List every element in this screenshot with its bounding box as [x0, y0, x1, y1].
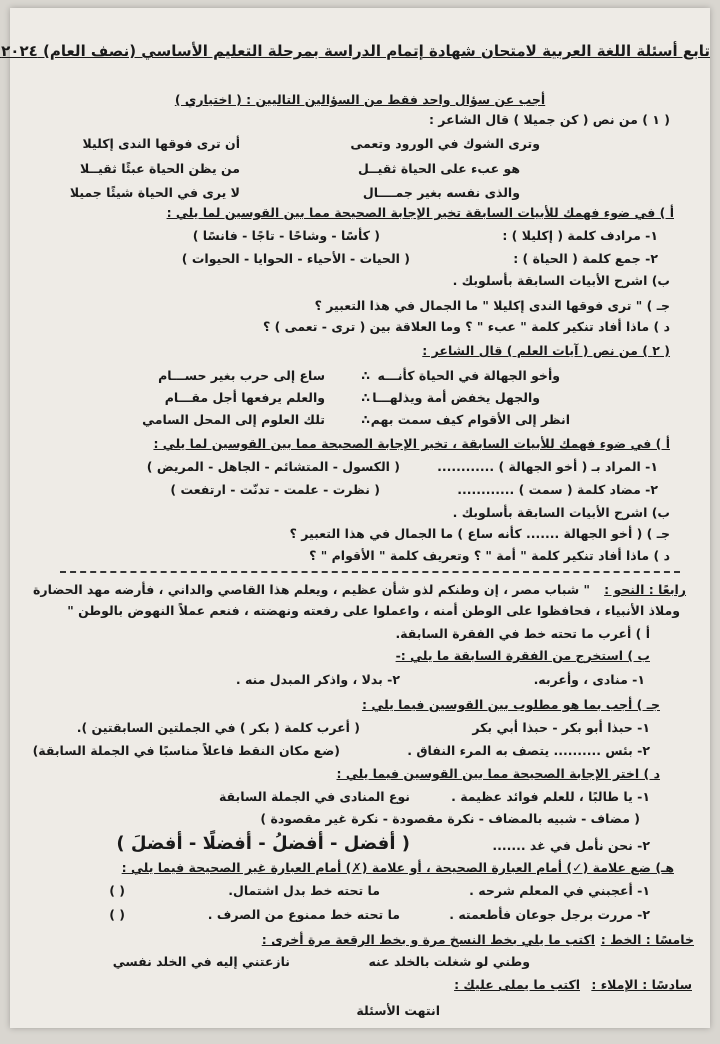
q1-a1-options: ( كأسًا - وشاحًا - تاجًا - فانسًا ): [192, 228, 380, 243]
q4-d2-question: ٢- نحن نأمل في غد .......: [492, 838, 650, 853]
q4-b1: ١- منادى ، وأعربه.: [533, 672, 645, 687]
q1-verse-2a: هو عبء على الحياة ثقيــل: [357, 161, 520, 176]
q4-e2-question: ٢- مررت برجل جوعان فأطعمته .: [449, 907, 650, 922]
q1-part-a-heading: أ ) في ضوء فهمك للأبيات السابقة تخير الإجابة الصحيحة مما بين القوسين لما يلي :: [166, 205, 674, 220]
q2-verse-3a: انظر إلى الأقوام كيف سمت بهم: [370, 412, 570, 427]
instruction: أجب عن سؤال واحد فقط من السؤالين التاليين : ( اختياري ): [174, 92, 546, 107]
q5-verse-b: نازعتني إليه في الخلد نفسي: [112, 954, 290, 969]
q2-part-a-heading: أ ) في ضوء فهمك للأبيات السابقة ، تخير الإجابة الصحيحة مما بين القوسين لما يلي :: [153, 436, 670, 451]
q1-part-c: جـ ) " ترى فوقها الندى إكليلا " ما الجمال في هذا التعبير ؟: [314, 298, 670, 313]
q2-part-d: د ) ماذا أفاد تنكير كلمة " أمة " ؟ وتعريف كلمة " الأقوام " ؟: [309, 548, 670, 563]
q5-verse-a: وطني لو شغلت بالخلد عنه: [368, 954, 530, 969]
exam-footer: انتهت الأسئلة: [356, 1003, 440, 1018]
q4-c1-task: ( أعرب كلمة ( بكر ) في الجملتين السابقتين ).: [76, 720, 360, 735]
q4-part-c-heading: جـ ) أجب بما هو مطلوب بين القوسين فيما يلي :: [361, 697, 660, 712]
q4-e2-statement: ما تحته خط ممنوع من الصرف .: [207, 907, 400, 922]
q2-verse-2b: والعلم يرفعها أجل مقـــام: [164, 390, 325, 405]
q4-e1-answer-box[interactable]: ( ): [109, 883, 125, 898]
q4-part-a: أ ) أعرب ما تحته خط في الفقرة السابقة.: [395, 626, 650, 641]
q4-d1-options: ( مضاف - شبيه بالمضاف - نكرة مقصودة - نكرة غير مقصودة ): [260, 811, 640, 826]
q2-a2-question: ٢- مضاد كلمة ( سمت ) ............: [457, 482, 658, 497]
q4-e2-answer-box[interactable]: ( ): [109, 907, 125, 922]
exam-title: تابع أسئلة اللغة العربية لامتحان شهادة إتمام الدراسة بمرحلة التعليم الأساسي (نصف العام) ٢٠٢٤: [1, 42, 710, 60]
q1-part-b: ب) اشرح الأبيات السابقة بأسلوبك .: [452, 273, 670, 288]
q2-a2-options: ( نظرت - علمت - تدنّت - ارتفعت ): [170, 482, 380, 497]
q2-part-b: ب) اشرح الأبيات السابقة بأسلوبك .: [452, 505, 670, 520]
q4-c1-question: ١- حبذا أبو بكر - حبذا أبي بكر: [472, 720, 650, 735]
q2-verse-1b: ساع إلى حرب بغير حســـام: [158, 368, 325, 383]
q5-instruction: اكتب ما يلي بخط النسخ مرة و بخط الرقعة مرة أخرى :: [261, 932, 595, 947]
q1-verse-1b: أن ترى فوقها الندى إكليلا: [82, 136, 240, 151]
section-divider: [60, 571, 680, 573]
q2-a1-options: ( الكسول - المتشائم - الجاهل - المريض ): [146, 459, 400, 474]
q5-heading: خامسًا : الخط :: [600, 932, 694, 947]
q4-d2-options: ( أفضل - أفضلُ - أفضلًا - أفضلَ ): [116, 833, 410, 854]
q4-d1-task: نوع المنادى في الجملة السابقة: [218, 789, 410, 804]
q4-e1-question: ١- أعجبني في المعلم شرحه .: [469, 883, 650, 898]
q4-b2: ٢- بدلا ، واذكر المبدل منه .: [235, 672, 400, 687]
q1-heading: ( ١ ) من نص ( كن جميلا ) قال الشاعر :: [428, 112, 670, 127]
q2-heading: ( ٢ ) من نص ( آيات العلم ) قال الشاعر :: [422, 343, 670, 358]
q4-e1-statement: ما تحته خط بدل اشتمال.: [228, 883, 380, 898]
q1-verse-3a: والذى نفسه بغير جمــــال: [362, 185, 520, 200]
q4-c2-task: (ضع مكان النقط فاعلاً مناسبًا في الجملة السابقة): [32, 743, 340, 758]
q2-verse-1-sep: ∴: [361, 368, 370, 383]
q2-verse-1a: وأخو الجهالة في الحياة كأنـــه: [377, 368, 560, 383]
q4-part-d-heading: د ) اختر الإجابة الصحيحة مما بين القوسين فيما يلي :: [336, 766, 660, 781]
q4-part-b-heading: ب ) استخرج من الفقرة السابقة ما يلي :-: [395, 648, 650, 663]
q6-instruction: اكتب ما يملى عليك :: [454, 977, 580, 992]
q1-verse-2b: من يظن الحياة عبئًا ثقيــلا: [80, 161, 240, 176]
q2-a1-question: ١- المراد بـ ( أخو الجهالة ) ............: [437, 459, 658, 474]
q2-part-c: جـ ) ( أخو الجهالة ....... كأنه ساع ) ما الجمال في هذا التعبير ؟: [289, 526, 670, 541]
q6-heading: سادسًا : الإملاء :: [591, 977, 692, 992]
q2-verse-2a: والجهل يخفض أمة ويذلهـــا: [372, 390, 540, 405]
q2-verse-3-sep: ∴: [361, 412, 370, 427]
exam-paper: [1, 8, 710, 1028]
q1-part-d: د ) ماذا أفاد تنكير كلمة " عبء " ؟ وما العلاقة بين ( ترى - تعمى ) ؟: [263, 319, 670, 334]
q1-verse-3b: لا يرى في الحياة شيئًا جميلا: [69, 185, 240, 200]
q1-a2-options: ( الحيات - الأحياء - الحوايا - الحيوات ): [181, 251, 410, 266]
q4-d1-question: ١- يا طالبًا ، للعلم فوائد عظيمة .: [451, 789, 650, 804]
q1-verse-1a: وترى الشوك في الورود وتعمى: [350, 136, 540, 151]
q1-a1-question: ١- مرادف كلمة ( إكليلا ) :: [502, 228, 658, 243]
q4-heading: رابعًا : النحو :: [604, 582, 686, 597]
q2-verse-2-sep: ∴: [361, 390, 370, 405]
q4-passage-line-1: " شباب مصر ، إن وطنكم لذو شأن عظيم ، ويعلم هذا القاصي والداني ، فأرضه مهد الحضارة: [33, 582, 590, 597]
q2-verse-3b: تلك العلوم إلى المحل السامي: [142, 412, 325, 427]
q4-passage-line-2: وملاذ الأنبياء ، فحافظوا على الوطن أمنه ، واعملوا على رفعته ونهضته ، فنعم عملاً النهوض بالوطن ": [67, 603, 680, 618]
q4-c2-question: ٢- بئس .......... يتصف به المرء النفاق .: [407, 743, 650, 758]
q4-part-e-heading: هـ) ضع علامة (✓) أمام العبارة الصحيحة ، أو علامة (✗) أمام العبارة غير الصحيحة فيما يلي :: [121, 860, 674, 875]
q1-a2-question: ٢- جمع كلمة ( الحياة ) :: [513, 251, 658, 266]
